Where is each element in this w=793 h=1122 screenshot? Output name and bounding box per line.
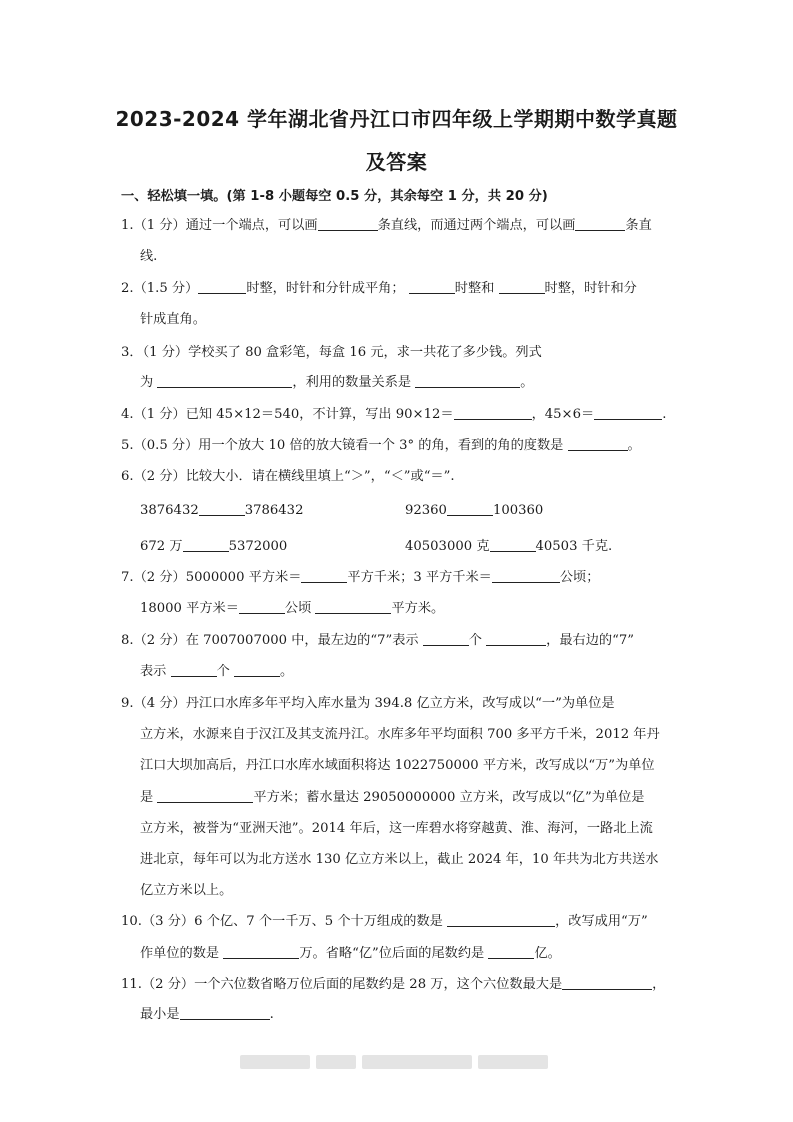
q10-text-b: ，改写成用“万” xyxy=(555,914,648,929)
q3-text-c: ，利用的数量关系是 xyxy=(292,375,412,390)
q1-text-b: 条直线，而通过两个端点，可以画 xyxy=(377,218,576,233)
q8-text-d: 表示 xyxy=(140,664,167,679)
q6-blank-2[interactable] xyxy=(447,501,493,516)
q6-compare-3 xyxy=(140,537,287,557)
q2-text-c: 时整和 xyxy=(454,281,495,296)
q6-blank-3[interactable] xyxy=(183,537,229,552)
q6-blank-4[interactable] xyxy=(490,537,536,552)
q10-text-e: 亿。 xyxy=(534,946,561,961)
q11-text-d: . xyxy=(269,1007,274,1022)
question-1-cont: 线. xyxy=(140,249,158,264)
q2-blank-3[interactable] xyxy=(499,279,545,294)
q6-value: 672 万 xyxy=(140,539,183,554)
question-9-line-7: 亿立方米以上。 xyxy=(140,883,233,898)
question-9-line-1: 9.（4 分）丹江口水库多年平均入库水量为 394.8 亿立方米，改写成以“一”为单位是 xyxy=(121,696,615,711)
q1-text-a: 1.（1 分）通过一个端点，可以画 xyxy=(121,218,318,233)
q2-text-a: 2.（1.5 分） xyxy=(121,281,199,296)
q7-blank-3[interactable] xyxy=(239,599,285,614)
q7-text-d: 18000 平方米＝ xyxy=(140,601,239,616)
q8-text-a: 8.（2 分）在 7007007000 中，最左边的“7”表示 xyxy=(121,633,419,648)
q6-compare-2 xyxy=(405,501,543,521)
question-7-cont xyxy=(140,599,444,619)
q1-blank-2[interactable] xyxy=(575,216,625,231)
q6-compare-4 xyxy=(405,537,612,557)
q8-text-c: ，最右边的“7” xyxy=(546,633,634,648)
q6-blank-1[interactable] xyxy=(199,501,245,516)
q10-text-a: 10.（3 分）6 个亿、7 个一千万、5 个十万组成的数是 xyxy=(121,914,443,929)
question-10 xyxy=(121,912,648,932)
q1-blank-1[interactable] xyxy=(318,216,378,231)
q9-text-b: 平方米；蓄水量达 29050000000 立方米，改写成以“亿”为单位是 xyxy=(253,790,645,805)
q10-text-c: 作单位的数是 xyxy=(140,946,220,961)
q6-value: 40503000 克 xyxy=(405,539,490,554)
question-7 xyxy=(121,568,599,588)
q6-value: 92360 xyxy=(405,503,447,518)
q9-text-a: 是 xyxy=(140,790,154,805)
question-9-line-4 xyxy=(140,788,645,808)
question-11-cont xyxy=(140,1005,274,1025)
q2-text-b: 时整，时针和分针成平角； xyxy=(246,281,405,296)
q5-blank-1[interactable] xyxy=(568,436,628,451)
q10-blank-3[interactable] xyxy=(488,944,534,959)
q10-blank-2[interactable] xyxy=(223,944,299,959)
question-5 xyxy=(121,436,641,456)
q8-blank-2[interactable] xyxy=(486,631,546,646)
document-title-line1: 2023-2024 学年湖北省丹江口市四年级上学期期中数学真题 xyxy=(115,107,678,131)
question-2-cont: 针成直角。 xyxy=(140,312,206,327)
q11-text-a: 11.（2 分）一个六位数省略万位后面的尾数约是 28 万，这个六位数最大是 xyxy=(121,977,563,992)
q10-blank-1[interactable] xyxy=(447,912,555,927)
q2-blank-2[interactable] xyxy=(409,279,455,294)
q4-text-a: 4.（1 分）已知 45×12＝540，不计算，写出 90×12＝ xyxy=(121,407,454,422)
q7-text-c: 公顷； xyxy=(559,570,600,585)
q4-text-c: . xyxy=(662,407,667,422)
q3-blank-1[interactable] xyxy=(157,373,292,388)
q4-blank-2[interactable] xyxy=(594,405,662,420)
q7-text-a: 7.（2 分）5000000 平方米＝ xyxy=(121,570,302,585)
q7-blank-2[interactable] xyxy=(492,568,560,583)
q2-blank-1[interactable] xyxy=(198,279,246,294)
q5-text-a: 5.（0.5 分）用一个放大 10 倍的放大镜看一个 3° 的角，看到的角的度数是 xyxy=(121,438,564,453)
q3-text-d: 。 xyxy=(520,375,534,390)
q11-blank-1[interactable] xyxy=(562,975,652,990)
q8-text-b: 个 xyxy=(468,633,482,648)
question-9-line-3: 江口大坝加高后，丹江口水库水域面积将达 1022750000 平方米，改写成以“万”为单位 xyxy=(140,758,655,773)
q6-value: 5372000 xyxy=(228,539,288,554)
q5-text-b: 。 xyxy=(627,438,641,453)
q4-text-b: ，45×6＝ xyxy=(531,407,595,422)
q8-text-f: 。 xyxy=(279,664,294,679)
question-3: 3．（1 分）学校买了 80 盒彩笔，每盒 16 元，求一共花了多少钱。列式 xyxy=(121,345,542,360)
q6-value: 100360 xyxy=(492,503,544,518)
question-8 xyxy=(121,631,634,651)
question-9-line-5: 立方米，被誉为“亚洲天池”。2014 年后，这一库碧水将穿越黄、淮、海河，一路北上流 xyxy=(140,821,653,836)
q4-blank-1[interactable] xyxy=(454,405,532,420)
question-8-cont xyxy=(140,662,293,682)
question-4 xyxy=(121,405,666,425)
q3-text-b: 为 xyxy=(140,375,154,390)
q8-blank-4[interactable] xyxy=(234,662,280,677)
question-3-cont xyxy=(140,373,533,393)
question-2 xyxy=(121,279,637,299)
q7-blank-1[interactable] xyxy=(301,568,347,583)
q7-text-e: 公顷 xyxy=(284,601,312,616)
q8-blank-1[interactable] xyxy=(423,631,469,646)
question-1 xyxy=(121,216,652,236)
q7-text-b: 平方千米；3 平方千米＝ xyxy=(347,570,492,585)
document-title-line2: 及答案 xyxy=(365,150,428,174)
question-11 xyxy=(121,975,665,995)
q11-text-b: ， xyxy=(652,977,666,992)
q7-blank-4[interactable] xyxy=(315,599,391,614)
q8-blank-3[interactable] xyxy=(171,662,217,677)
q6-value: 40503 千克. xyxy=(535,539,613,554)
question-10-cont xyxy=(140,944,561,964)
q11-text-c: 最小是 xyxy=(140,1007,180,1022)
q8-text-e: 个 xyxy=(216,664,230,679)
q2-text-d: 时整，时针和分 xyxy=(544,281,637,296)
question-9-line-2: 立方米，水源来自于汉江及其支流丹江。水库多年平均面积 700 多平方千米，2012 年丹 xyxy=(140,727,660,742)
q1-text-c: 条直 xyxy=(625,218,652,233)
q6-value: 3786432 xyxy=(244,503,304,518)
blurred-footer-watermark xyxy=(240,1055,556,1069)
q7-text-f: 平方米。 xyxy=(391,601,445,616)
q11-blank-2[interactable] xyxy=(180,1005,270,1020)
q6-compare-1 xyxy=(140,501,303,521)
section-heading: 一、轻松填一填。(第 1-8 小题每空 0.5 分，其余每空 1 分，共 20 分) xyxy=(121,189,548,204)
question-6: 6.（2 分）比较大小．请在横线里填上“＞”，“＜”或“＝”. xyxy=(121,469,455,484)
q3-blank-2[interactable] xyxy=(415,373,520,388)
q6-value: 3876432 xyxy=(140,503,199,518)
q10-text-d: 万。省略“亿”位后面的尾数约是 xyxy=(299,946,485,961)
q9-blank-2[interactable] xyxy=(157,788,253,803)
question-9-line-6: 进北京，每年可以为北方送水 130 亿立方米以上，截止 2024 年，10 年共为北方共送水 xyxy=(140,852,659,867)
